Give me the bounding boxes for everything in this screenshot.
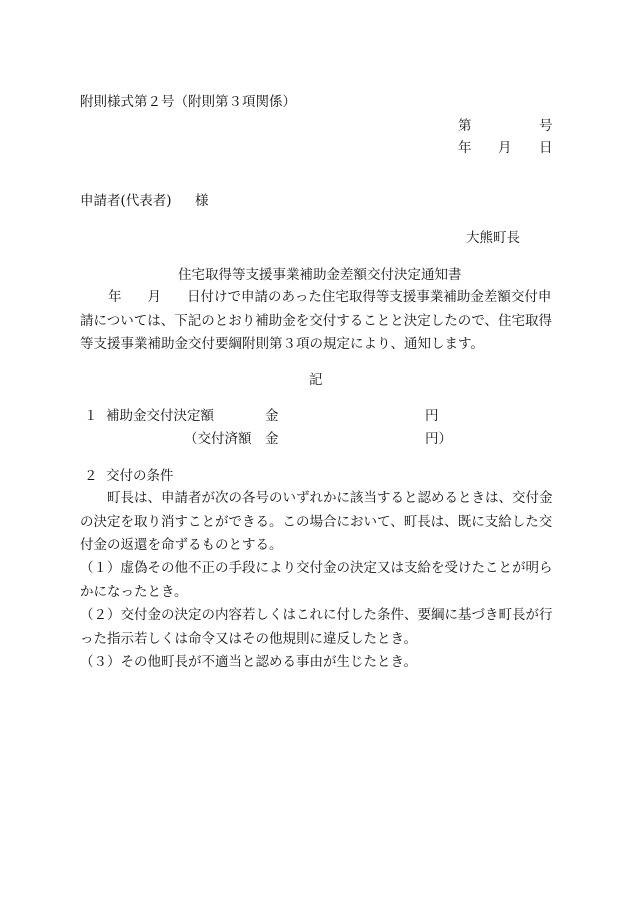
item2-body <box>80 487 553 558</box>
intro-line-1-rest: 日付けで申請のあった住宅取得等支援事業補助金差額交付申 <box>187 289 552 305</box>
condition-3 <box>80 651 550 675</box>
item1-number: １ <box>84 408 98 424</box>
item2-body-line-1: 町長は、申請者が次の各号のいずれかに該当すると認めるときは、交付金 <box>107 490 553 506</box>
date-day: 日 <box>539 140 553 156</box>
item2-label: 交付の条件 <box>106 468 174 484</box>
doc-number-prefix: 第 <box>458 118 472 134</box>
item1-paid-label: （交付済額 <box>184 431 252 447</box>
date-year: 年 <box>458 140 472 156</box>
condition-2-line-2: った指示若しくは命令又はその他規則に違反したとき。 <box>80 630 417 647</box>
intro-year: 年 <box>108 289 122 305</box>
ki-heading: 記 <box>309 372 323 388</box>
intro-line-2: 請については、下記のとおり補助金を交付することと決定したので、住宅取得 <box>80 312 552 329</box>
issuer-name: 大熊町長 <box>466 230 520 246</box>
form-label: 附則様式第２号（附則第３項関係） <box>80 94 296 110</box>
intro-line-1 <box>80 286 550 310</box>
doc-number-suffix: 号 <box>539 118 553 134</box>
date-month: 月 <box>498 140 512 156</box>
condition-1-line-1: （１）虚偽その他不正の手段により交付金の決定又は支給を受けたことが明ら <box>80 560 553 576</box>
item2-body-line-3: 付金の返還を命ずるものとする。 <box>80 537 283 553</box>
condition-1-line-2: かになったとき。 <box>80 583 188 600</box>
item1-kin: 金 <box>265 408 279 424</box>
condition-3-line-1: （３）その他町長が不適当と認める事由が生じたとき。 <box>80 654 417 670</box>
applicant-label: 申請者(代表者) <box>80 193 172 209</box>
condition-2-line-1: （２）交付金の決定の内容若しくはこれに付した条件、要綱に基づき町長が行 <box>80 607 553 623</box>
intro-line-3: 等支援事業補助金交付要綱附則第３項の規定により、通知します。 <box>80 336 484 352</box>
applicant-honorific: 様 <box>195 193 209 209</box>
intro-paragraph <box>80 286 550 357</box>
item2-number: ２ <box>84 468 98 484</box>
item2-body-line-2: の決定を取り消すことができる。この場合において、町長は、既に支給した交 <box>80 513 553 530</box>
document-title: 住宅取得等支援事業補助金差額交付決定通知書 <box>178 267 462 283</box>
item1-paid-yen: 円） <box>425 431 452 447</box>
item1-paid-kin: 金 <box>265 431 279 447</box>
condition-1 <box>80 557 553 604</box>
item1-label: 補助金交付決定額 <box>106 408 214 424</box>
intro-month: 月 <box>147 289 161 305</box>
item1-yen: 円 <box>425 408 439 424</box>
condition-2 <box>80 604 553 651</box>
